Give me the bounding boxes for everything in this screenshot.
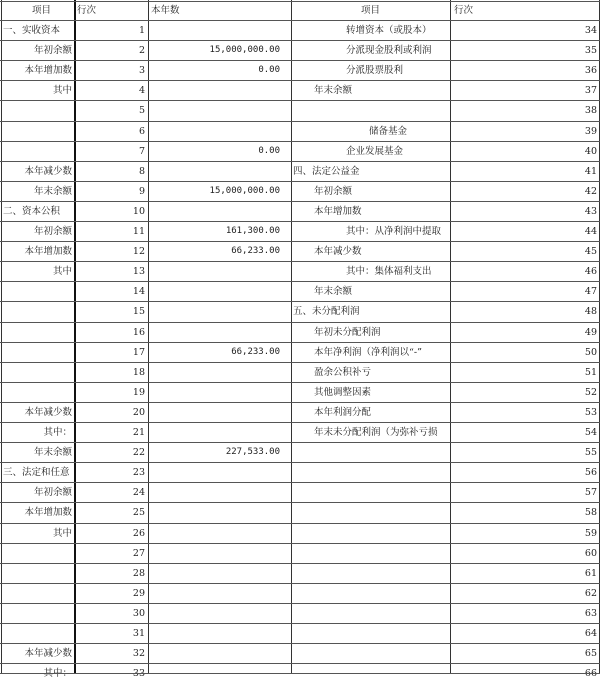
row-amount: 66,233.00 (231, 346, 280, 357)
row-item-left: 年末余额 (33, 447, 72, 459)
row-line-no-right: 59 (584, 527, 597, 539)
table-row (0, 604, 600, 623)
row-item-right (291, 544, 449, 563)
row-line-no-right: 52 (584, 386, 597, 398)
table-row (0, 182, 600, 201)
row-divider (0, 422, 600, 423)
row-line-no-left: 16 (132, 326, 145, 338)
row-divider (0, 261, 600, 262)
row-line-no-right: 50 (584, 346, 597, 358)
row-item-right: 转增资本（或股本） (346, 25, 432, 36)
table-row (0, 343, 600, 362)
row-line-no-left: 22 (132, 447, 145, 459)
row-item-right (291, 524, 449, 543)
row-divider (0, 523, 600, 524)
row-item-left: 其中 (52, 85, 72, 97)
table-row (0, 423, 600, 442)
row-item-right: 四、法定公益金 (293, 165, 360, 177)
row-item-left: 本年增加数 (24, 65, 72, 77)
table-row (0, 242, 600, 261)
row-divider (0, 80, 600, 81)
row-item-right: 盈余公积补亏 (314, 366, 372, 378)
row-item-left: 其中： (43, 427, 72, 438)
row-divider (0, 462, 600, 463)
table-row (0, 544, 600, 563)
table-row (0, 162, 600, 181)
table-row (0, 564, 600, 583)
row-divider (0, 221, 600, 222)
row-item-right (291, 503, 449, 522)
row-item-left (2, 363, 74, 382)
row-amount (150, 564, 288, 583)
row-divider (0, 442, 600, 443)
row-line-no-left: 30 (132, 607, 145, 619)
row-line-no-left: 27 (132, 547, 145, 559)
header-row-no-left: 行次 (77, 5, 97, 16)
row-line-no-right: 53 (584, 406, 597, 418)
row-divider (0, 20, 600, 21)
row-divider (0, 161, 600, 162)
row-item-right (291, 483, 449, 502)
row-line-no-left: 9 (138, 185, 145, 197)
row-divider (0, 482, 600, 483)
row-item-left: 一、实收资本 (3, 25, 61, 36)
row-amount (150, 383, 288, 402)
row-line-no-left: 7 (138, 145, 145, 157)
row-line-no-right: 55 (584, 447, 597, 459)
row-item-left: 其中 (52, 266, 72, 278)
row-line-no-left: 3 (138, 65, 145, 77)
row-item-right: 本年增加数 (314, 205, 362, 217)
row-line-no-right: 37 (584, 85, 597, 97)
row-amount (150, 122, 288, 141)
row-item-right: 其中：从净利润中提取 (346, 226, 442, 237)
row-amount (150, 202, 288, 221)
table-row (0, 363, 600, 382)
row-amount (150, 483, 288, 502)
row-line-no-right: 39 (584, 125, 597, 137)
row-item-left (2, 343, 74, 362)
row-divider (0, 402, 600, 403)
table-row (0, 41, 600, 60)
row-item-right (291, 443, 449, 462)
row-line-no-left: 2 (138, 45, 145, 57)
row-divider (0, 382, 600, 383)
row-divider (0, 301, 600, 302)
row-amount (150, 544, 288, 563)
row-line-no-right: 43 (584, 205, 597, 217)
row-line-no-left: 26 (132, 527, 145, 539)
row-amount (150, 403, 288, 422)
row-line-no-left: 12 (132, 246, 145, 258)
row-line-no-right: 58 (584, 507, 597, 519)
row-divider (0, 583, 600, 584)
row-line-no-left: 1 (138, 25, 145, 36)
row-line-no-right: 45 (584, 246, 597, 258)
row-amount: 66,233.00 (231, 246, 280, 257)
row-item-left (2, 604, 74, 623)
row-amount (150, 624, 288, 643)
row-amount (150, 262, 288, 281)
header-current-year: 本年数 (151, 5, 180, 16)
row-item-left (2, 323, 74, 342)
row-item-left (2, 142, 74, 161)
row-item-left: 二、资本公积 (3, 205, 61, 217)
header-item-right: 项目 (361, 5, 381, 16)
row-item-right: 分派现金股利或利润 (346, 45, 432, 57)
row-item-right: 其他调整因素 (314, 386, 372, 398)
row-item-right (291, 463, 449, 482)
row-line-no-right: 57 (584, 487, 597, 499)
row-divider (0, 241, 600, 242)
row-line-no-right: 61 (584, 567, 597, 579)
row-item-right: 年末未分配利润（为弥补亏损 (314, 427, 438, 438)
row-item-right: 其中：集体福利支出 (346, 266, 432, 278)
table-row (0, 503, 600, 522)
row-item-right (291, 101, 449, 120)
row-line-no-right: 64 (584, 628, 597, 639)
row-amount (150, 302, 288, 321)
row-line-no-right: 56 (584, 467, 597, 479)
row-amount (150, 363, 288, 382)
row-line-no-right: 44 (584, 226, 597, 237)
row-item-left (2, 302, 74, 321)
row-divider (0, 563, 600, 564)
table-row (0, 524, 600, 543)
row-line-no-left: 24 (132, 487, 145, 499)
row-item-right: 本年减少数 (314, 246, 362, 258)
row-amount (150, 162, 288, 181)
table-row (0, 644, 600, 663)
row-line-no-left: 32 (132, 648, 145, 660)
row-line-no-right: 63 (584, 607, 597, 619)
row-item-left (2, 383, 74, 402)
table-header-row (0, 1, 600, 20)
row-item-left: 本年减少数 (24, 406, 72, 418)
row-line-no-right: 40 (584, 145, 597, 157)
row-divider (0, 543, 600, 544)
row-item-left: 本年增加数 (24, 246, 72, 258)
table-row (0, 463, 600, 482)
row-line-no-left: 21 (132, 427, 145, 438)
row-divider (0, 141, 600, 142)
row-item-right: 五、未分配利润 (293, 306, 360, 318)
table-row (0, 483, 600, 502)
row-item-left: 本年减少数 (24, 648, 72, 660)
table-row (0, 101, 600, 120)
row-item-right (291, 584, 449, 603)
row-line-no-left: 20 (132, 406, 145, 418)
row-item-right: 分派股票股利 (346, 65, 404, 77)
row-amount: 15,000,000.00 (209, 45, 280, 56)
row-item-right (291, 624, 449, 643)
row-line-no-right: 49 (584, 326, 597, 338)
row-line-no-left: 8 (138, 165, 145, 177)
row-amount: 15,000,000.00 (209, 185, 280, 196)
row-item-left (2, 624, 74, 643)
row-line-no-left: 17 (132, 346, 145, 358)
row-line-no-right: 48 (584, 306, 597, 318)
header-item-left: 项目 (32, 5, 52, 16)
row-item-right: 年末余额 (314, 85, 353, 97)
row-line-no-left: 31 (132, 628, 145, 639)
row-amount (150, 323, 288, 342)
row-amount (150, 81, 288, 100)
row-item-left: 本年减少数 (24, 165, 72, 177)
row-line-no-right: 60 (584, 547, 597, 559)
row-line-no-right: 54 (584, 427, 597, 438)
row-divider (0, 322, 600, 323)
row-amount (150, 584, 288, 603)
row-line-no-right: 51 (584, 366, 597, 378)
row-line-no-left: 15 (132, 306, 145, 318)
table-row (0, 122, 600, 141)
row-amount (150, 524, 288, 543)
row-item-left (2, 564, 74, 583)
row-divider (0, 663, 600, 664)
table-row (0, 624, 600, 643)
row-line-no-left: 19 (132, 386, 145, 398)
row-item-right (291, 564, 449, 583)
row-line-no-right: 36 (584, 65, 597, 77)
table-row (0, 584, 600, 603)
row-amount (150, 644, 288, 663)
row-divider (0, 100, 600, 101)
table-row (0, 222, 600, 241)
row-amount (150, 604, 288, 623)
row-item-left: 年初余额 (33, 487, 72, 499)
row-amount (150, 282, 288, 301)
row-line-no-right: 42 (584, 185, 597, 197)
table-row (0, 262, 600, 281)
table-row (0, 142, 600, 161)
table-row (0, 403, 600, 422)
row-line-no-right: 65 (584, 648, 597, 660)
table-row (0, 282, 600, 301)
row-amount (150, 101, 288, 120)
row-line-no-left: 29 (132, 587, 145, 599)
row-item-left: 三、法定和任意 (3, 467, 70, 479)
row-divider (0, 603, 600, 604)
row-line-no-right: 47 (584, 286, 597, 298)
row-item-left: 其中 (52, 527, 72, 539)
row-divider (0, 1, 600, 2)
row-line-no-left: 11 (132, 226, 145, 237)
row-line-no-left: 28 (132, 567, 145, 579)
row-divider (0, 281, 600, 282)
row-item-right (291, 644, 449, 663)
row-amount: 227,533.00 (225, 447, 280, 458)
row-divider (0, 342, 600, 343)
row-item-left: 年初余额 (33, 226, 72, 237)
header-row-no-right: 行次 (454, 5, 474, 16)
row-line-no-left: 18 (132, 366, 145, 378)
row-line-no-right: 35 (584, 45, 597, 57)
row-amount (150, 503, 288, 522)
table-row (0, 302, 600, 321)
row-line-no-left: 4 (138, 85, 145, 97)
row-item-right (291, 604, 449, 623)
table-row (0, 202, 600, 221)
row-item-left (2, 122, 74, 141)
table-row (0, 61, 600, 80)
row-item-left (2, 584, 74, 603)
table-row (0, 21, 600, 40)
row-item-right: 年初余额 (314, 185, 353, 197)
table-row (0, 81, 600, 100)
row-item-left (2, 544, 74, 563)
row-divider (0, 201, 600, 202)
row-item-left: 年初余额 (33, 45, 72, 57)
row-line-no-right: 41 (584, 165, 597, 177)
row-line-no-right: 38 (584, 105, 597, 117)
table-row (0, 323, 600, 342)
row-line-no-left: 13 (132, 266, 145, 278)
row-item-right: 年初未分配利润 (314, 326, 381, 338)
row-line-no-left: 10 (132, 205, 145, 217)
row-line-no-right: 34 (584, 25, 597, 36)
row-line-no-right: 46 (584, 266, 597, 278)
row-divider (0, 121, 600, 122)
row-line-no-right: 62 (584, 587, 597, 599)
row-divider (0, 362, 600, 363)
row-divider (0, 40, 600, 41)
row-divider (0, 623, 600, 624)
row-divider (0, 502, 600, 503)
row-item-left (2, 101, 74, 120)
row-item-right: 企业发展基金 (346, 145, 404, 157)
row-divider (0, 181, 600, 182)
row-amount (150, 463, 288, 482)
row-amount: 161,300.00 (225, 226, 280, 236)
row-item-left: 年末余额 (33, 185, 72, 197)
row-divider (0, 643, 600, 644)
table-row (0, 443, 600, 462)
row-item-right: 本年利润分配 (314, 406, 372, 418)
row-line-no-left: 23 (132, 467, 145, 479)
row-item-right: 年末余额 (314, 286, 353, 298)
row-amount: 0.00 (258, 65, 280, 76)
row-amount (150, 423, 288, 442)
row-line-no-left: 6 (138, 125, 145, 137)
row-amount: 0.00 (258, 145, 280, 156)
row-divider (0, 60, 600, 61)
row-amount (150, 21, 288, 40)
row-line-no-left: 25 (132, 507, 145, 519)
row-line-no-left: 14 (132, 286, 145, 298)
row-item-left (2, 282, 74, 301)
row-item-right: 本年净利润（净利润以“-” (314, 346, 422, 358)
row-item-right: 储备基金 (369, 125, 408, 137)
row-line-no-left: 5 (138, 105, 145, 117)
table-row (0, 383, 600, 402)
row-item-left: 本年增加数 (24, 507, 72, 519)
